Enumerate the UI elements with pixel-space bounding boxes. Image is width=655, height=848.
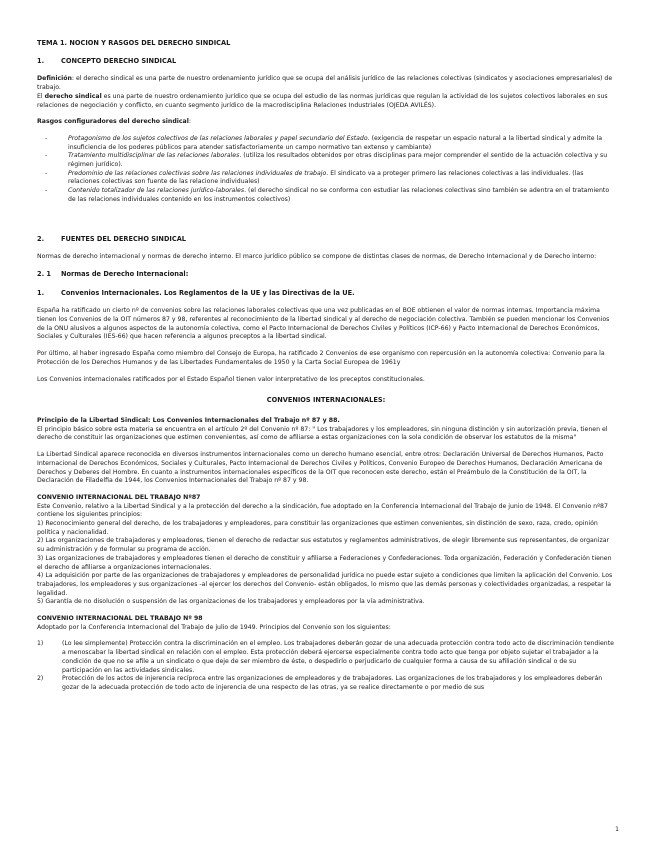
- item-number: 1): [37, 640, 44, 648]
- convenio-98-intro: Adoptado por la Conferencia Internacional del Trabajo de julio de 1949. Principios del Convenio son los siguientes:: [37, 623, 391, 631]
- document-body: [37, 39, 615, 701]
- convenio-98-list: [37, 640, 615, 692]
- derecho-sindical-text: es una parte de nuestro ordenamiento jurídico que se ocupa del estudio de las normas jurídicas que regulan la actividad de los sujetos colectivos laborales en sus relaciones de negociación y conflicto, en cuanto segmento jurídico de la macrodisciplina Relaciones Industriales (OJEDA AVILÉS).: [37, 92, 608, 109]
- rasgo-text: . El sindicato va a proteger primero las relaciones colectivas a las individuales. (las relaciones colectivas son fuente de las relacione individuales): [68, 169, 584, 186]
- convenios-title: Convenios Internacionales. Los Reglamentos de la UE y las Directivas de la UE.: [61, 288, 355, 297]
- section-2-heading: [37, 235, 615, 244]
- paragraph-prefix: El: [37, 92, 45, 100]
- valor-interpretativo-paragraph: Los Convenios internacionales ratificados por el Estado Español tienen valor interpretativo de los preceptos constitucionales.: [37, 375, 425, 383]
- consejo-europa-paragraph: Por último, al haber ingresado España como miembro del Consejo de Europa, ha ratificado 2 Convenios de ese organismo con repercusión en la autonomía colectiva: Convenio para la Protección de los Derechos Humanos y de las Libertades Fundamentales de 1950 y la Carta Social Europea de 1961y: [37, 350, 605, 366]
- list-item: [37, 640, 615, 675]
- list-item: [37, 170, 615, 187]
- derecho-sindical-term: derecho sindical: [44, 92, 102, 100]
- convenio-87-line: 5) Garantía de no disolución o suspensión de las organizaciones de los trabajadores y empleadores por la vía administrativa.: [37, 598, 425, 606]
- document-title: TEMA 1. NOCION Y RASGOS DEL DERECHO SINDICAL: [37, 39, 231, 47]
- convenio-87-heading: CONVENIO INTERNACIONAL DEL TRABAJO Nº87: [37, 493, 201, 501]
- item-text: Protección de los actos de injerencia recíproca entre las organizaciones de empleadores y de trabajadores. Las organizaciones de los trabajadores y los empleadores deberán gozar de la adecuada protección de todo acto de injerencia de una respecto de las otras, ya se realice directamente o por medio de sus: [62, 675, 603, 691]
- section-1-title: CONCEPTO DERECHO SINDICAL: [61, 56, 177, 65]
- list-item: [37, 152, 615, 169]
- convenio-87-line: 4) La adquisición por parte de las organizaciones de trabajadores y empleadores de personalidad jurídica no puede estar sujeto a condiciones que limiten la aplicación del Convenio. Los trabajadores, los empleadores y sus organizaciones -al ejercer los derechos del Convenio- están obligados, lo mismo que las demás personas y colectividades organizadas, a respetar la legalidad.: [37, 572, 613, 597]
- section-1-number: 1.: [37, 56, 45, 65]
- rasgo-text: . (exigencia de respetar un espacio natural a la libertad sindical y admite la insuficiencia de los poderes públicos para atender satisfactoriamente un campo normativo tan extenso y cambiante): [68, 134, 602, 151]
- convenio-87-line: 1) Reconocimiento general del derecho, de los trabajadores y empleadores, para constituir las organizaciones que estimen convenientes, sin distinción de sexo, raza, credo, opinión política y nacionalidad.: [37, 520, 598, 536]
- convenio-87-line: 3) Las organizaciones de trabajadores y empleadores tienen el derecho de constituir y afiliarse a Federaciones y Confederaciones. Toda organización, Federación y Confederación tienen el derecho de afiliarse a organizaciones internacionales.: [37, 554, 612, 571]
- spacer: [37, 213, 615, 235]
- convenios-number: 1.: [37, 288, 45, 297]
- derecho-sindical-paragraph: [37, 93, 615, 110]
- definition-label: Definición: [37, 75, 72, 83]
- rasgos-heading: [37, 118, 615, 127]
- rasgo-title: Predominio de las relaciones colectivas sobre las relaciones individuales de trabajo: [68, 169, 327, 177]
- rasgo-text: . (utiliza los resultados obtenidos por otras disciplinas para mejor comprender el sentido de la actuación colectiva y su régimen jurídico).: [68, 152, 608, 169]
- list-item: [37, 675, 615, 692]
- rasgo-text: . (el derecho sindical no se conforma con estudiar las relaciones colectivas sino también se adentra en el tratamiento de las relaciones individuales contenido en los instrumentos colectivos): [68, 187, 610, 203]
- item-number: 2): [37, 675, 44, 683]
- subsection-2-1-title: Normas de Derecho Internacional:: [61, 269, 189, 278]
- list-item: [37, 187, 615, 204]
- definition-paragraph: [37, 75, 615, 92]
- convenio-87-body: [37, 503, 615, 607]
- rasgo-title: Tratamiento multidisciplinar de las relaciones laborales: [68, 152, 240, 160]
- definition-text: : el derecho sindical es una parte de nuestro ordenamiento jurídico que se ocupa del análisis jurídico de las relaciones colectivas (sindicatos y asociaciones empresariales) de trabajo.: [37, 75, 613, 92]
- section-1-heading: [37, 57, 615, 66]
- convenio-87-line: 2) Las organizaciones de trabajadores y empleadores, tienen el derecho de redactar sus estatutos y reglamentos administrativos, de elegir libremente sus representantes, de organizar su administración y de formular su programa de acción.: [37, 537, 610, 554]
- section-2-number: 2.: [37, 234, 45, 243]
- item-text: (Lo lee simplemente) Protección contra la discriminación en el empleo. Los trabajadores deberán gozar de una adecuada protección contra todo acto de discriminación tendiente a menoscabar la libertad sindical en relación con el empleo. Esta protección deberá ejercerse especialmente contra todo acto que tenga por objeto sujetar el trabajador a la condición de que no se afile a un sindicato o que deje de ser miembro de éste, o despedirlo o perjudicarlo de cualquier forma a causa de su afiliación sindical o de su participación en las actividades sindicales.: [62, 640, 614, 674]
- rasgos-list: [37, 135, 615, 205]
- libertad-sindical-paragraph: La Libertad Sindical aparece reconocida en diversos instrumentos internacionales como un derecho humano esencial, entre otros: Declaración Universal de Derechos Humanos, Pacto Internacional de Derechos Económicos, Sociales y Culturales, Pacto Internacional de Derechos Civiles y Políticos, Convenio Europeo de Derechos Humanos, Declaración Americana de Derechos y Deberes del Hombre. En cuanto a instrumentos internacionales específicos de la OIT que reconocen este derecho, están el Preámbulo de la Constitución de la OIT, la Declaración de Filadelfia de 1944, los Convenios Internacionales del Trabajo nº 87 y 98.: [37, 451, 604, 485]
- convenio-98-heading: CONVENIO INTERNACIONAL DEL TRABAJO Nº 98: [37, 615, 203, 623]
- ratificacion-paragraph: España ha ratificado un cierto nº de convenios sobre las relaciones laborales colectivas que una vez publicadas en el BOE obtienen el valor de normas internas. Importancia máxima tienen los Convenios de la OIT números 87 y 98, referentes al reconocimiento de la libertad sindical y al derecho de negociación colectiva. También se pueden mencionar los Convenios de la ONU alusivos a algunos aspectos de la autonomía colectiva, como el Pacto Internacional de Derechos Civiles y Políticos (ICP-66) y Pacto Internacional de Derechos Económicos, Sociales y Culturales (IES-66) que hacen referencia a algunos preceptos a la libertad sindical.: [37, 307, 610, 341]
- fuentes-intro: Normas de derecho internacional y normas de derecho interno. El marco jurídico público se compone de distintas clases de normas, de Derecho Internacional y de Derecho interno:: [37, 253, 597, 261]
- rasgos-colon: :: [188, 118, 191, 126]
- subsection-2-1-heading: [37, 270, 615, 279]
- rasgo-title: Protagonismo de los sujetos colectivos de las relaciones laborales y papel secundario del Estado: [68, 134, 368, 142]
- principio-libertad-text: El principio básico sobre esta materia se encuentra en el artículo 2º del Convenio nº 87: " Los trabajadores y los empleadores, sin ninguna distinción y sin autorización previa, tienen el derecho de constituir las organizaciones que estimen convenientes, así como de afiliarse a estas organizaciones con la sola condición de observar los estatutos de la misma": [37, 425, 608, 442]
- list-item: [37, 135, 615, 152]
- rasgo-title: Contenido totalizador de las relaciones jurídico-laborales: [68, 187, 245, 195]
- subsection-2-1-number: 2. 1: [37, 269, 51, 278]
- section-2-title: FUENTES DEL DERECHO SINDICAL: [61, 234, 187, 243]
- convenio-87-line: Este Convenio, relativo a la Libertad Sindical y a la protección del derecho a la sindicación, fue adoptado en la Conferencia Internacional del Trabajo de junio de 1948. El Convenio nº87 contiene los siguientes principios:: [37, 502, 608, 519]
- page-number: 1: [615, 826, 619, 833]
- convenios-internacionales-heading: CONVENIOS INTERNACIONALES:: [266, 396, 386, 405]
- rasgos-label: Rasgos configuradores del derecho sindical: [37, 118, 189, 126]
- convenios-heading: [37, 289, 615, 298]
- principio-libertad-heading: Principio de la Libertad Sindical: Los Convenios Internacionales del Trabajo nº 87 y 88.: [37, 416, 340, 424]
